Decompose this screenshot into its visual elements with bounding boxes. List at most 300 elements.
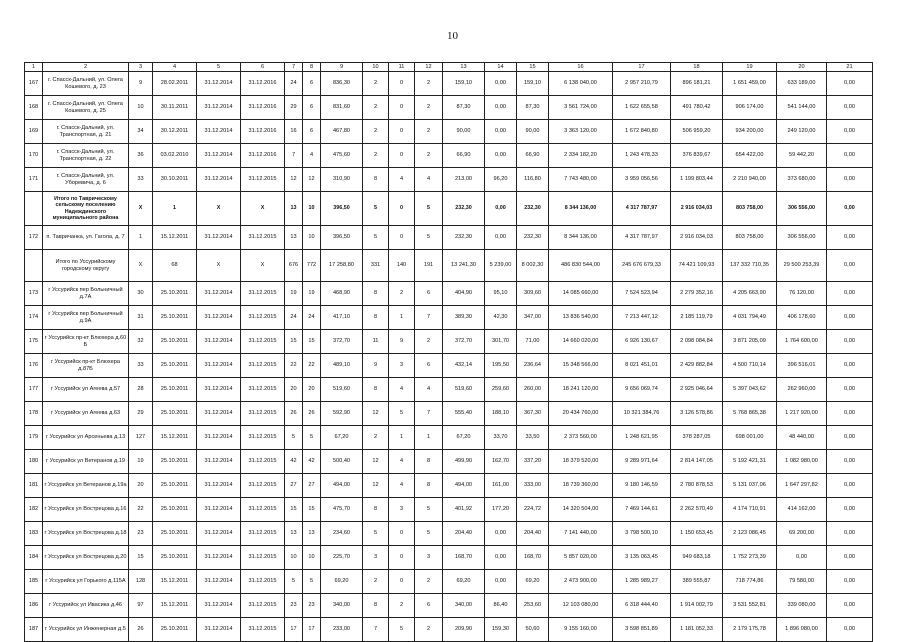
value-cell: 676: [285, 250, 303, 282]
value-cell: 3: [389, 354, 415, 378]
value-cell: 0,00: [485, 546, 517, 570]
value-cell: 6: [303, 120, 321, 144]
value-cell: X: [197, 192, 241, 226]
value-cell: 2 916 034,03: [671, 192, 723, 226]
value-cell: 7: [415, 306, 443, 330]
value-cell: 0,00: [485, 120, 517, 144]
value-cell: 2: [363, 96, 389, 120]
row-number-cell: 184: [25, 546, 43, 570]
value-cell: 4: [389, 168, 415, 192]
value-cell: 8 021 451,01: [613, 354, 671, 378]
value-cell: 9: [129, 72, 153, 96]
table-row: [25, 144, 873, 168]
value-cell: 74 421 109,93: [671, 250, 723, 282]
value-cell: 0: [389, 96, 415, 120]
address-cell: г Уссурийск ул Вострецова д.16: [43, 498, 129, 522]
value-cell: 0,00: [827, 120, 873, 144]
value-cell: 15.12.2011: [153, 426, 197, 450]
value-cell: 79 580,00: [777, 570, 827, 594]
value-cell: 306 556,00: [777, 226, 827, 250]
value-cell: 36: [129, 144, 153, 168]
table-row: [25, 570, 873, 594]
value-cell: 127: [129, 426, 153, 450]
value-cell: 69,20: [517, 570, 549, 594]
value-cell: 31.12.2015: [241, 402, 285, 426]
value-cell: 333,00: [517, 474, 549, 498]
address-cell: г Уссурийск пер Больничный д.7А: [43, 282, 129, 306]
value-cell: 340,00: [321, 594, 363, 618]
value-cell: 718 774,86: [723, 570, 777, 594]
value-cell: 69,20: [321, 570, 363, 594]
value-cell: 31.12.2016: [241, 96, 285, 120]
value-cell: 31.12.2016: [241, 72, 285, 96]
value-cell: 1: [415, 426, 443, 450]
value-cell: 140: [389, 250, 415, 282]
value-cell: 896 181,21: [671, 72, 723, 96]
table-row: [25, 282, 873, 306]
value-cell: 5 239,00: [485, 250, 517, 282]
value-cell: 5 397 043,62: [723, 378, 777, 402]
value-cell: 31.12.2014: [197, 450, 241, 474]
value-cell: 27: [303, 474, 321, 498]
value-cell: 30.11.2011: [153, 96, 197, 120]
column-number: 4: [153, 63, 197, 72]
value-cell: 506 959,20: [671, 120, 723, 144]
row-number-cell: [25, 250, 43, 282]
value-cell: 67,20: [443, 426, 485, 450]
value-cell: 3 531 552,81: [723, 594, 777, 618]
value-cell: 24: [285, 306, 303, 330]
value-cell: 24: [303, 306, 321, 330]
value-cell: 30: [129, 282, 153, 306]
column-number: 5: [197, 63, 241, 72]
value-cell: 0,00: [827, 330, 873, 354]
value-cell: 1 764 600,00: [777, 330, 827, 354]
value-cell: 12: [303, 168, 321, 192]
value-cell: 401,92: [443, 498, 485, 522]
value-cell: 25.10.2011: [153, 450, 197, 474]
value-cell: 1: [153, 192, 197, 226]
value-cell: 7: [363, 618, 389, 642]
value-cell: 7 213 447,12: [613, 306, 671, 330]
value-cell: 31.12.2014: [197, 226, 241, 250]
address-cell: г Уссурийск ул Ивасика д.46: [43, 594, 129, 618]
value-cell: 87,30: [517, 96, 549, 120]
value-cell: 301,70: [485, 330, 517, 354]
value-cell: 340,00: [443, 594, 485, 618]
value-cell: 232,30: [517, 192, 549, 226]
value-cell: 396 516,01: [777, 354, 827, 378]
column-number: 12: [415, 63, 443, 72]
value-cell: 31.12.2014: [197, 618, 241, 642]
address-cell: Итого по Таврическому сельскому поселению Надеждинского муниципального района: [43, 192, 129, 226]
value-cell: 10: [285, 546, 303, 570]
value-cell: 8 344 136,00: [549, 226, 613, 250]
value-cell: 1 248 621,95: [613, 426, 671, 450]
value-cell: 69 200,00: [777, 522, 827, 546]
value-cell: 934 200,00: [723, 120, 777, 144]
value-cell: 31: [129, 306, 153, 330]
value-cell: 389,30: [443, 306, 485, 330]
value-cell: 1: [389, 306, 415, 330]
value-cell: 8: [415, 450, 443, 474]
value-cell: 7: [285, 144, 303, 168]
row-number-cell: 169: [25, 120, 43, 144]
value-cell: 97: [129, 594, 153, 618]
value-cell: X: [241, 250, 285, 282]
value-cell: 31.12.2014: [197, 144, 241, 168]
value-cell: 0,00: [485, 192, 517, 226]
value-cell: 249 120,00: [777, 120, 827, 144]
value-cell: 25.10.2011: [153, 378, 197, 402]
value-cell: 4 317 787,97: [613, 226, 671, 250]
value-cell: X: [241, 192, 285, 226]
value-cell: 12: [363, 402, 389, 426]
value-cell: 10 321 384,76: [613, 402, 671, 426]
value-cell: 76 120,00: [777, 282, 827, 306]
value-cell: 0,00: [827, 450, 873, 474]
value-cell: 33,50: [517, 426, 549, 450]
value-cell: 18 739 360,00: [549, 474, 613, 498]
value-cell: 0,00: [485, 226, 517, 250]
value-cell: 8: [415, 474, 443, 498]
value-cell: 9 155 160,00: [549, 618, 613, 642]
value-cell: 309,60: [517, 282, 549, 306]
value-cell: 20: [285, 378, 303, 402]
value-cell: 4: [415, 378, 443, 402]
value-cell: 10: [303, 192, 321, 226]
value-cell: 5 857 020,00: [549, 546, 613, 570]
value-cell: 8 002,30: [517, 250, 549, 282]
value-cell: 31.12.2014: [197, 402, 241, 426]
column-number: 13: [443, 63, 485, 72]
value-cell: 417,10: [321, 306, 363, 330]
value-cell: 500,40: [321, 450, 363, 474]
value-cell: 87,30: [443, 96, 485, 120]
value-cell: X: [197, 250, 241, 282]
value-cell: 20: [303, 378, 321, 402]
value-cell: 15: [285, 330, 303, 354]
value-cell: 25.10.2011: [153, 354, 197, 378]
value-cell: 5 131 037,06: [723, 474, 777, 498]
value-cell: 26: [285, 402, 303, 426]
value-cell: 8: [363, 594, 389, 618]
value-cell: 25.10.2011: [153, 522, 197, 546]
value-cell: 225,70: [321, 546, 363, 570]
value-cell: 232,30: [443, 226, 485, 250]
value-cell: 195,50: [485, 354, 517, 378]
value-cell: 1 199 803,44: [671, 168, 723, 192]
column-number: 21: [827, 63, 873, 72]
column-number: 17: [613, 63, 671, 72]
value-cell: 2 279 352,16: [671, 282, 723, 306]
value-cell: 772: [303, 250, 321, 282]
row-number-cell: 187: [25, 618, 43, 642]
value-cell: 31.12.2014: [197, 168, 241, 192]
address-cell: г Уссурийск ул Инженерная д.5: [43, 618, 129, 642]
value-cell: 33: [129, 354, 153, 378]
value-cell: 2 185 119,79: [671, 306, 723, 330]
value-cell: 116,80: [517, 168, 549, 192]
value-cell: 14 320 504,00: [549, 498, 613, 522]
value-cell: 31.12.2015: [241, 594, 285, 618]
row-number-cell: 185: [25, 570, 43, 594]
column-number: 11: [389, 63, 415, 72]
value-cell: 2 957 210,79: [613, 72, 671, 96]
value-cell: 95,10: [485, 282, 517, 306]
column-number: 15: [517, 63, 549, 72]
value-cell: 25.10.2011: [153, 282, 197, 306]
value-cell: 33: [129, 168, 153, 192]
value-cell: 0,00: [827, 250, 873, 282]
value-cell: 5: [415, 522, 443, 546]
value-cell: 499,90: [443, 450, 485, 474]
value-cell: 8 344 136,00: [549, 192, 613, 226]
page-number: 10: [447, 30, 458, 42]
value-cell: 803 758,00: [723, 192, 777, 226]
value-cell: 0,00: [827, 498, 873, 522]
column-number-row: [25, 63, 873, 72]
value-cell: 204,40: [443, 522, 485, 546]
value-cell: 489,10: [321, 354, 363, 378]
row-number-cell: 178: [25, 402, 43, 426]
value-cell: 5: [303, 570, 321, 594]
value-cell: 0,00: [827, 192, 873, 226]
value-cell: 236,64: [517, 354, 549, 378]
value-cell: 1 082 980,00: [777, 450, 827, 474]
value-cell: 0: [389, 72, 415, 96]
value-cell: 475,70: [321, 498, 363, 522]
value-cell: 3 871 205,09: [723, 330, 777, 354]
value-cell: 2: [363, 72, 389, 96]
value-cell: 475,60: [321, 144, 363, 168]
value-cell: 3 959 056,56: [613, 168, 671, 192]
value-cell: 3 561 724,00: [549, 96, 613, 120]
value-cell: 19: [303, 282, 321, 306]
value-cell: 90,00: [443, 120, 485, 144]
value-cell: 2: [415, 618, 443, 642]
table-row: [25, 120, 873, 144]
value-cell: 0,00: [827, 378, 873, 402]
value-cell: 1 285 989,27: [613, 570, 671, 594]
value-cell: 42: [303, 450, 321, 474]
row-number-cell: 171: [25, 168, 43, 192]
value-cell: 68: [153, 250, 197, 282]
value-cell: 2 098 084,84: [671, 330, 723, 354]
value-cell: 7 524 523,94: [613, 282, 671, 306]
value-cell: 42,30: [485, 306, 517, 330]
value-cell: 6 318 444,40: [613, 594, 671, 618]
value-cell: 86,40: [485, 594, 517, 618]
value-cell: 9 289 971,64: [613, 450, 671, 474]
value-cell: 3: [363, 546, 389, 570]
value-cell: 15: [285, 498, 303, 522]
value-cell: 5: [363, 192, 389, 226]
value-cell: 494,00: [321, 474, 363, 498]
value-cell: 10: [303, 226, 321, 250]
value-cell: 5: [415, 498, 443, 522]
value-cell: 31.12.2015: [241, 498, 285, 522]
value-cell: 31.12.2014: [197, 546, 241, 570]
value-cell: 28: [129, 378, 153, 402]
value-cell: 836,30: [321, 72, 363, 96]
value-cell: 25.10.2011: [153, 546, 197, 570]
value-cell: 15.12.2011: [153, 570, 197, 594]
value-cell: 0,00: [827, 282, 873, 306]
value-cell: 7 743 480,00: [549, 168, 613, 192]
value-cell: 128: [129, 570, 153, 594]
row-number-cell: 172: [25, 226, 43, 250]
value-cell: 1: [389, 426, 415, 450]
value-cell: 331: [363, 250, 389, 282]
table-row: [25, 522, 873, 546]
value-cell: 7 141 440,00: [549, 522, 613, 546]
value-cell: 29: [285, 96, 303, 120]
value-cell: 6: [415, 594, 443, 618]
table-row: [25, 594, 873, 618]
table-row: [25, 226, 873, 250]
value-cell: 31.12.2016: [241, 120, 285, 144]
value-cell: 31.12.2015: [241, 618, 285, 642]
value-cell: 31.12.2015: [241, 522, 285, 546]
value-cell: 31.12.2014: [197, 426, 241, 450]
value-cell: 22: [303, 354, 321, 378]
value-cell: 18 379 520,00: [549, 450, 613, 474]
value-cell: 13: [303, 522, 321, 546]
value-cell: 4 500 710,14: [723, 354, 777, 378]
value-cell: 31.12.2015: [241, 546, 285, 570]
address-cell: г Уссурийск пер Больничный д.9А: [43, 306, 129, 330]
value-cell: 30.10.2011: [153, 168, 197, 192]
value-cell: 25.10.2011: [153, 498, 197, 522]
value-cell: 406 178,60: [777, 306, 827, 330]
value-cell: 25.10.2011: [153, 306, 197, 330]
value-cell: 191: [415, 250, 443, 282]
value-cell: 14 085 660,00: [549, 282, 613, 306]
value-cell: 3 598 851,89: [613, 618, 671, 642]
value-cell: 555,40: [443, 402, 485, 426]
value-cell: 31.12.2015: [241, 570, 285, 594]
value-cell: 494,00: [443, 474, 485, 498]
value-cell: 26: [303, 402, 321, 426]
value-cell: 31.12.2014: [197, 330, 241, 354]
address-cell: г. Спасск-Дальний, ул. Олега Кошевого, д. 25: [43, 96, 129, 120]
value-cell: X: [129, 250, 153, 282]
value-cell: 29 500 253,39: [777, 250, 827, 282]
value-cell: 906 174,00: [723, 96, 777, 120]
value-cell: 31.12.2015: [241, 282, 285, 306]
value-cell: 17: [303, 618, 321, 642]
address-cell: г. Спасск-Дальний, ул. Уборевича, д. 6: [43, 168, 129, 192]
value-cell: 2: [415, 120, 443, 144]
value-cell: 23: [129, 522, 153, 546]
value-cell: 468,90: [321, 282, 363, 306]
value-cell: 4 031 794,49: [723, 306, 777, 330]
value-cell: 4: [415, 168, 443, 192]
value-cell: 592,90: [321, 402, 363, 426]
value-cell: 831,60: [321, 96, 363, 120]
value-cell: 949 683,18: [671, 546, 723, 570]
value-cell: X: [129, 192, 153, 226]
value-cell: 28.02.2011: [153, 72, 197, 96]
value-cell: 2: [363, 144, 389, 168]
value-cell: 33,70: [485, 426, 517, 450]
address-cell: г Уссурийск ул Агеева д.63: [43, 402, 129, 426]
value-cell: 96,20: [485, 168, 517, 192]
value-cell: 3 135 063,45: [613, 546, 671, 570]
value-cell: 2 210 940,00: [723, 168, 777, 192]
value-cell: 23: [303, 594, 321, 618]
value-cell: 10: [129, 96, 153, 120]
value-cell: 8: [363, 168, 389, 192]
value-cell: 0,00: [827, 522, 873, 546]
value-cell: 26: [129, 618, 153, 642]
table-row: [25, 96, 873, 120]
value-cell: 8: [363, 498, 389, 522]
address-cell: г Уссурийск ул Вострецова д.18: [43, 522, 129, 546]
value-cell: 31.12.2014: [197, 354, 241, 378]
value-cell: 31.12.2014: [197, 594, 241, 618]
value-cell: 0,00: [827, 306, 873, 330]
value-cell: 260,00: [517, 378, 549, 402]
value-cell: 414 162,00: [777, 498, 827, 522]
value-cell: 31.12.2015: [241, 330, 285, 354]
value-cell: 2: [415, 570, 443, 594]
value-cell: 306 556,00: [777, 192, 827, 226]
value-cell: 404,90: [443, 282, 485, 306]
value-cell: 232,30: [443, 192, 485, 226]
value-cell: 11: [363, 330, 389, 354]
value-cell: 66,90: [517, 144, 549, 168]
value-cell: 48 440,00: [777, 426, 827, 450]
value-cell: 3 798 500,10: [613, 522, 671, 546]
value-cell: 2: [389, 282, 415, 306]
value-cell: 23: [285, 594, 303, 618]
column-number: 9: [321, 63, 363, 72]
value-cell: 0,00: [827, 354, 873, 378]
value-cell: 224,72: [517, 498, 549, 522]
value-cell: 161,00: [485, 474, 517, 498]
value-cell: 0,00: [827, 570, 873, 594]
address-cell: г. Спасск-Дальний, ул. Олега Кошевого, д. 23: [43, 72, 129, 96]
value-cell: 0,00: [485, 72, 517, 96]
value-cell: 13 836 540,00: [549, 306, 613, 330]
value-cell: 232,30: [517, 226, 549, 250]
row-number-cell: 170: [25, 144, 43, 168]
value-cell: 0,00: [827, 402, 873, 426]
value-cell: 20: [129, 474, 153, 498]
value-cell: 159,10: [517, 72, 549, 96]
address-cell: г Уссурийск ул Агеева д.57: [43, 378, 129, 402]
value-cell: 209,90: [443, 618, 485, 642]
address-cell: г Уссурийск ул Арсеньева д.13: [43, 426, 129, 450]
address-cell: г. Спасск-Дальний, ул. Транспортная, д. 21: [43, 120, 129, 144]
value-cell: 6: [303, 72, 321, 96]
value-cell: 378 287,05: [671, 426, 723, 450]
value-cell: 347,00: [517, 306, 549, 330]
value-cell: 71,00: [517, 330, 549, 354]
value-cell: 339 080,00: [777, 594, 827, 618]
value-cell: 31.12.2015: [241, 226, 285, 250]
address-cell: г. Спасск-Дальний, ул. Транспортная, д. 22: [43, 144, 129, 168]
value-cell: 32: [129, 330, 153, 354]
value-cell: 31.12.2014: [197, 522, 241, 546]
value-cell: 137 332 710,35: [723, 250, 777, 282]
value-cell: 25.10.2011: [153, 618, 197, 642]
row-number-cell: 183: [25, 522, 43, 546]
value-cell: 432,14: [443, 354, 485, 378]
value-cell: 29: [129, 402, 153, 426]
